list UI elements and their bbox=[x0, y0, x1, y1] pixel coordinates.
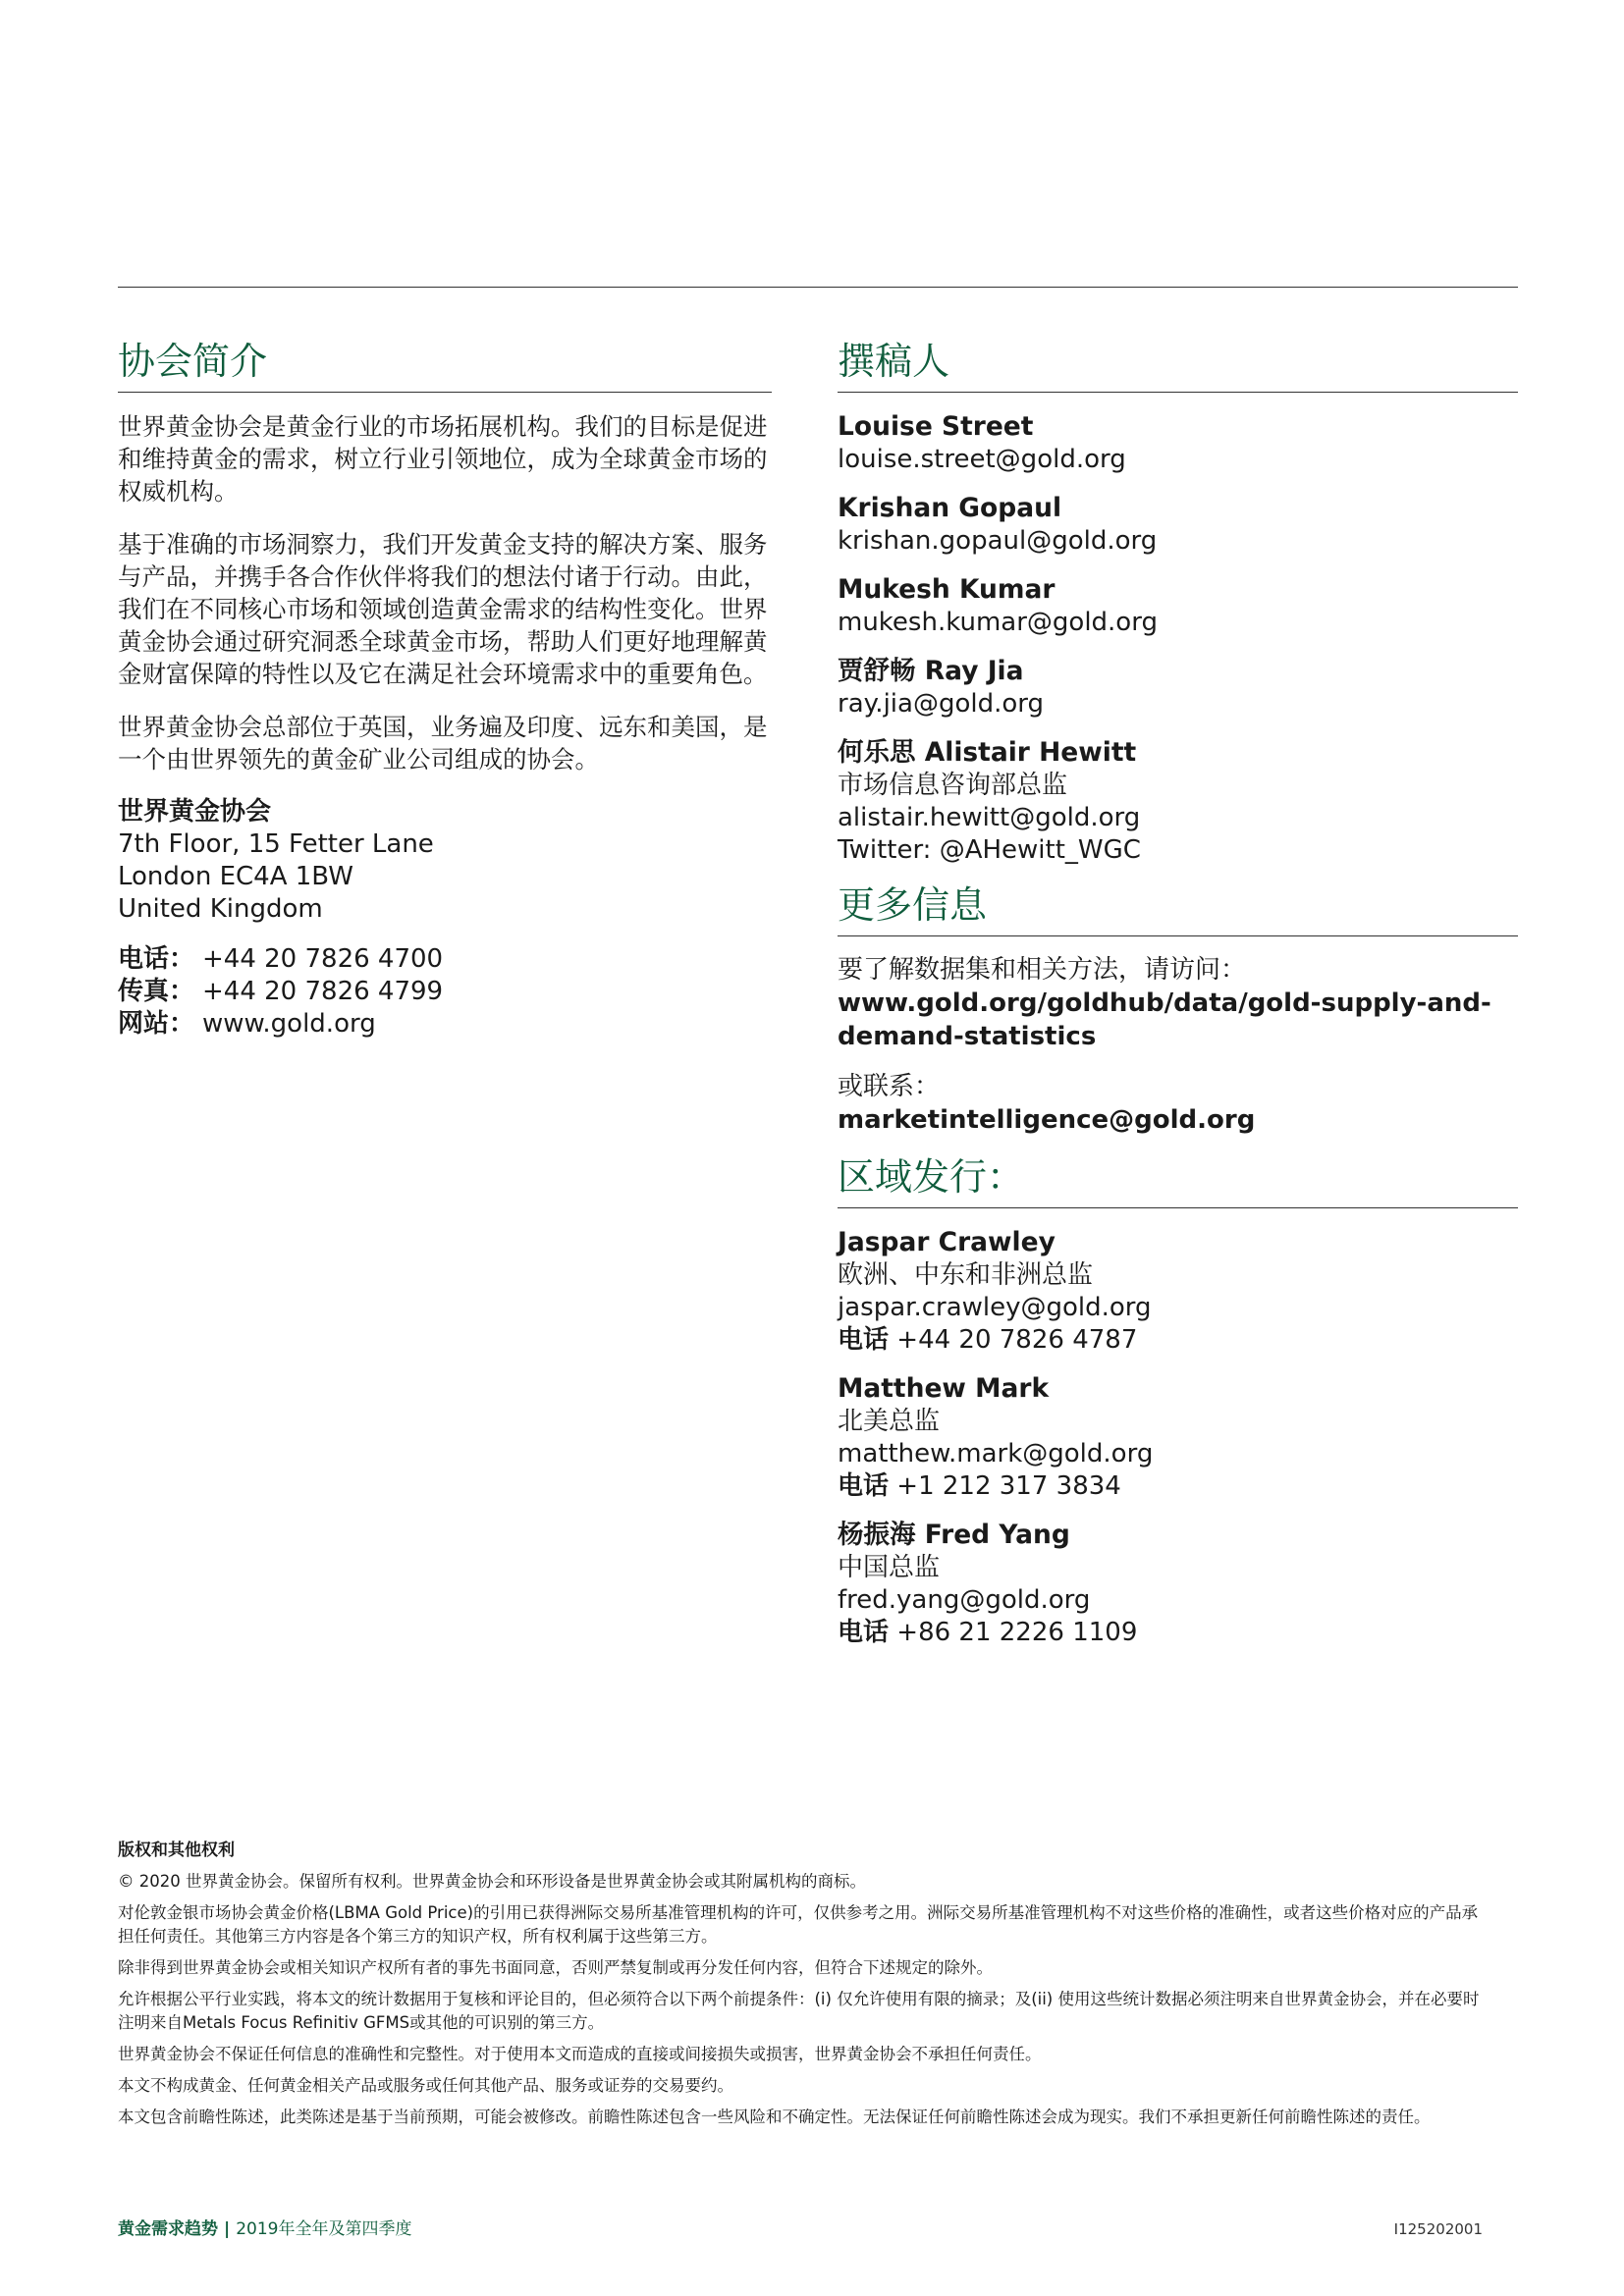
top-divider bbox=[118, 287, 1518, 288]
phone-label: 电话 bbox=[838, 1618, 890, 1647]
contributor-name: Mukesh Kumar bbox=[838, 574, 1056, 605]
phone-label: 电话： bbox=[118, 944, 195, 974]
org-name: 世界黄金协会 bbox=[118, 797, 272, 827]
regional-phone bbox=[838, 1470, 1518, 1503]
address-line: 7th Floor, 15 Fetter Lane bbox=[118, 829, 434, 859]
legal-section bbox=[118, 1838, 1492, 2137]
footer-brand: 黄金需求趋势 bbox=[118, 2219, 218, 2239]
fax-label: 传真： bbox=[118, 977, 195, 1006]
regional-name: Matthew Mark bbox=[838, 1373, 1050, 1404]
phone-value: +86 21 2226 1109 bbox=[896, 1618, 1138, 1647]
regional-heading: 区域发行： bbox=[838, 1154, 1518, 1208]
contributor bbox=[838, 736, 1518, 867]
more-info-heading: 更多信息 bbox=[838, 882, 1518, 936]
address-line: United Kingdom bbox=[118, 894, 323, 924]
data-link-line-2[interactable]: demand-statistics bbox=[838, 1022, 1097, 1051]
contributor-name: 何乐思 Alistair Hewitt bbox=[838, 737, 1137, 768]
contributor-email[interactable]: ray.jia@gold.org bbox=[838, 689, 1044, 719]
legal-paragraph: 世界黄金协会不保证任何信息的准确性和完整性。对于使用本文而造成的直接或间接损失或损害，世界黄金协会不承担任何责任。 bbox=[118, 2045, 1042, 2063]
regional-phone bbox=[838, 1617, 1518, 1649]
phone-value: +44 20 7826 4700 bbox=[202, 944, 444, 974]
contributor bbox=[838, 573, 1518, 639]
legal-paragraph: 本文不构成黄金、任何黄金相关产品或服务或任何其他产品、服务或证券的交易要约。 bbox=[118, 2076, 733, 2095]
data-link-line-1[interactable]: www.gold.org/goldhub/data/gold-supply-and- bbox=[838, 988, 1491, 1018]
fax-line bbox=[118, 976, 772, 1008]
contributor bbox=[838, 492, 1518, 558]
contact-block bbox=[118, 943, 772, 1041]
regional-title: 中国总监 bbox=[838, 1553, 941, 1582]
contributor-email[interactable]: krishan.gopaul@gold.org bbox=[838, 526, 1158, 556]
more-info-block bbox=[838, 954, 1518, 1137]
contributors-heading: 撰稿人 bbox=[838, 339, 1518, 393]
footer-subtitle: 2019年全年及第四季度 bbox=[236, 2219, 412, 2239]
regional-email[interactable]: matthew.mark@gold.org bbox=[838, 1439, 1154, 1468]
contributor bbox=[838, 655, 1518, 721]
regional-email[interactable]: fred.yang@gold.org bbox=[838, 1585, 1091, 1615]
contributor-email[interactable]: mukesh.kumar@gold.org bbox=[838, 608, 1158, 637]
legal-paragraph: 对伦敦金银市场协会黄金价格(LBMA Gold Price)的引用已获得洲际交易所基准管理机构的许可，仅供参考之用。洲际交易所基准管理机构不对这些价格的准确性，或者这些价格对应的产品承担任何责任。其他第三方内容是各个第三方的知识产权，所有权利属于这些第三方。 bbox=[118, 1903, 1479, 1946]
regional-title: 北美总监 bbox=[838, 1407, 941, 1436]
contributor-twitter[interactable]: Twitter: @AHewitt_WGC bbox=[838, 835, 1141, 865]
contributor-title: 市场信息咨询部总监 bbox=[838, 771, 1068, 800]
regional-name: 杨振海 Fred Yang bbox=[838, 1520, 1070, 1550]
about-paragraph-1: 世界黄金协会是黄金行业的市场拓展机构。我们的目标是促进和维持黄金的需求，树立行业引领地位，成为全球黄金市场的权威机构。 bbox=[118, 412, 768, 506]
regional-phone bbox=[838, 1324, 1518, 1357]
contributor-name: 贾舒畅 Ray Jia bbox=[838, 656, 1024, 686]
phone-value: +44 20 7826 4787 bbox=[896, 1325, 1138, 1355]
phone-label: 电话 bbox=[838, 1325, 890, 1355]
legal-paragraph: 允许根据公平行业实践，将本文的统计数据用于复核和评论目的，但必须符合以下两个前提条件：(i) 仅允许使用有限的摘录；及(ii) 使用这些统计数据必须注明来自世界黄金协会，并在必要时注明来自Metals Focus Refinitiv GFMS或其他的可识别的第三方。 bbox=[118, 1990, 1480, 2032]
contributor-name: Krishan Gopaul bbox=[838, 493, 1062, 523]
market-intelligence-email[interactable]: marketintelligence@gold.org bbox=[838, 1105, 1256, 1135]
regional-email[interactable]: jaspar.crawley@gold.org bbox=[838, 1293, 1152, 1322]
about-paragraph-2: 基于准确的市场洞察力，我们开发黄金支持的解决方案、服务与产品，并携手各合作伙伴将我们的想法付诸于行动。由此，我们在不同核心市场和领域创造黄金需求的结构性变化。世界黄金协会通过研究洞悉全球黄金市场，帮助人们更好地理解黄金财富保障的特性以及它在满足社会环境需求中的重要角色。 bbox=[118, 530, 768, 688]
footer-separator: | bbox=[224, 2219, 231, 2239]
legal-paragraph: © 2020 世界黄金协会。保留所有权利。世界黄金协会和环形设备是世界黄金协会或其附属机构的商标。 bbox=[118, 1872, 866, 1891]
legal-paragraph: 除非得到世界黄金协会或相关知识产权所有者的事先书面同意，否则严禁复制或再分发任何内容，但符合下述规定的除外。 bbox=[118, 1958, 993, 1977]
contact-intro: 或联系： bbox=[838, 1072, 941, 1101]
contributor bbox=[838, 410, 1518, 476]
address-block bbox=[118, 796, 772, 926]
website-link[interactable]: www.gold.org bbox=[202, 1009, 376, 1039]
regional-contact bbox=[838, 1226, 1518, 1357]
about-paragraph-3: 世界黄金协会总部位于英国，业务遍及印度、远东和美国，是一个由世界领先的黄金矿业公司组成的协会。 bbox=[118, 713, 768, 774]
fax-value: +44 20 7826 4799 bbox=[202, 977, 444, 1006]
more-info-intro: 要了解数据集和相关方法，请访问： bbox=[838, 955, 1247, 985]
contributor-email[interactable]: louise.street@gold.org bbox=[838, 445, 1126, 474]
contributor-email[interactable]: alistair.hewitt@gold.org bbox=[838, 803, 1141, 832]
regional-title: 欧洲、中东和非洲总监 bbox=[838, 1260, 1094, 1290]
about-heading: 协会简介 bbox=[118, 339, 772, 393]
website-label: 网站： bbox=[118, 1009, 195, 1039]
address-line: London EC4A 1BW bbox=[118, 862, 353, 891]
website-line bbox=[118, 1008, 772, 1041]
page-footer bbox=[118, 2217, 1483, 2241]
about-section bbox=[118, 339, 772, 1041]
legal-title: 版权和其他权利 bbox=[118, 1841, 235, 1860]
phone-label: 电话 bbox=[838, 1471, 890, 1501]
phone-value: +1 212 317 3834 bbox=[896, 1471, 1121, 1501]
document-code: I125202001 bbox=[1393, 2220, 1483, 2238]
phone-line bbox=[118, 943, 772, 976]
contributor-name: Louise Street bbox=[838, 411, 1034, 442]
legal-paragraph: 本文包含前瞻性陈述，此类陈述是基于当前预期，可能会被修改。前瞻性陈述包含一些风险和不确定性。无法保证任何前瞻性陈述会成为现实。我们不承担更新任何前瞻性陈述的责任。 bbox=[118, 2108, 1431, 2126]
right-column bbox=[838, 339, 1518, 1665]
regional-name: Jaspar Crawley bbox=[838, 1227, 1056, 1257]
regional-contact bbox=[838, 1519, 1518, 1649]
regional-contact bbox=[838, 1372, 1518, 1503]
